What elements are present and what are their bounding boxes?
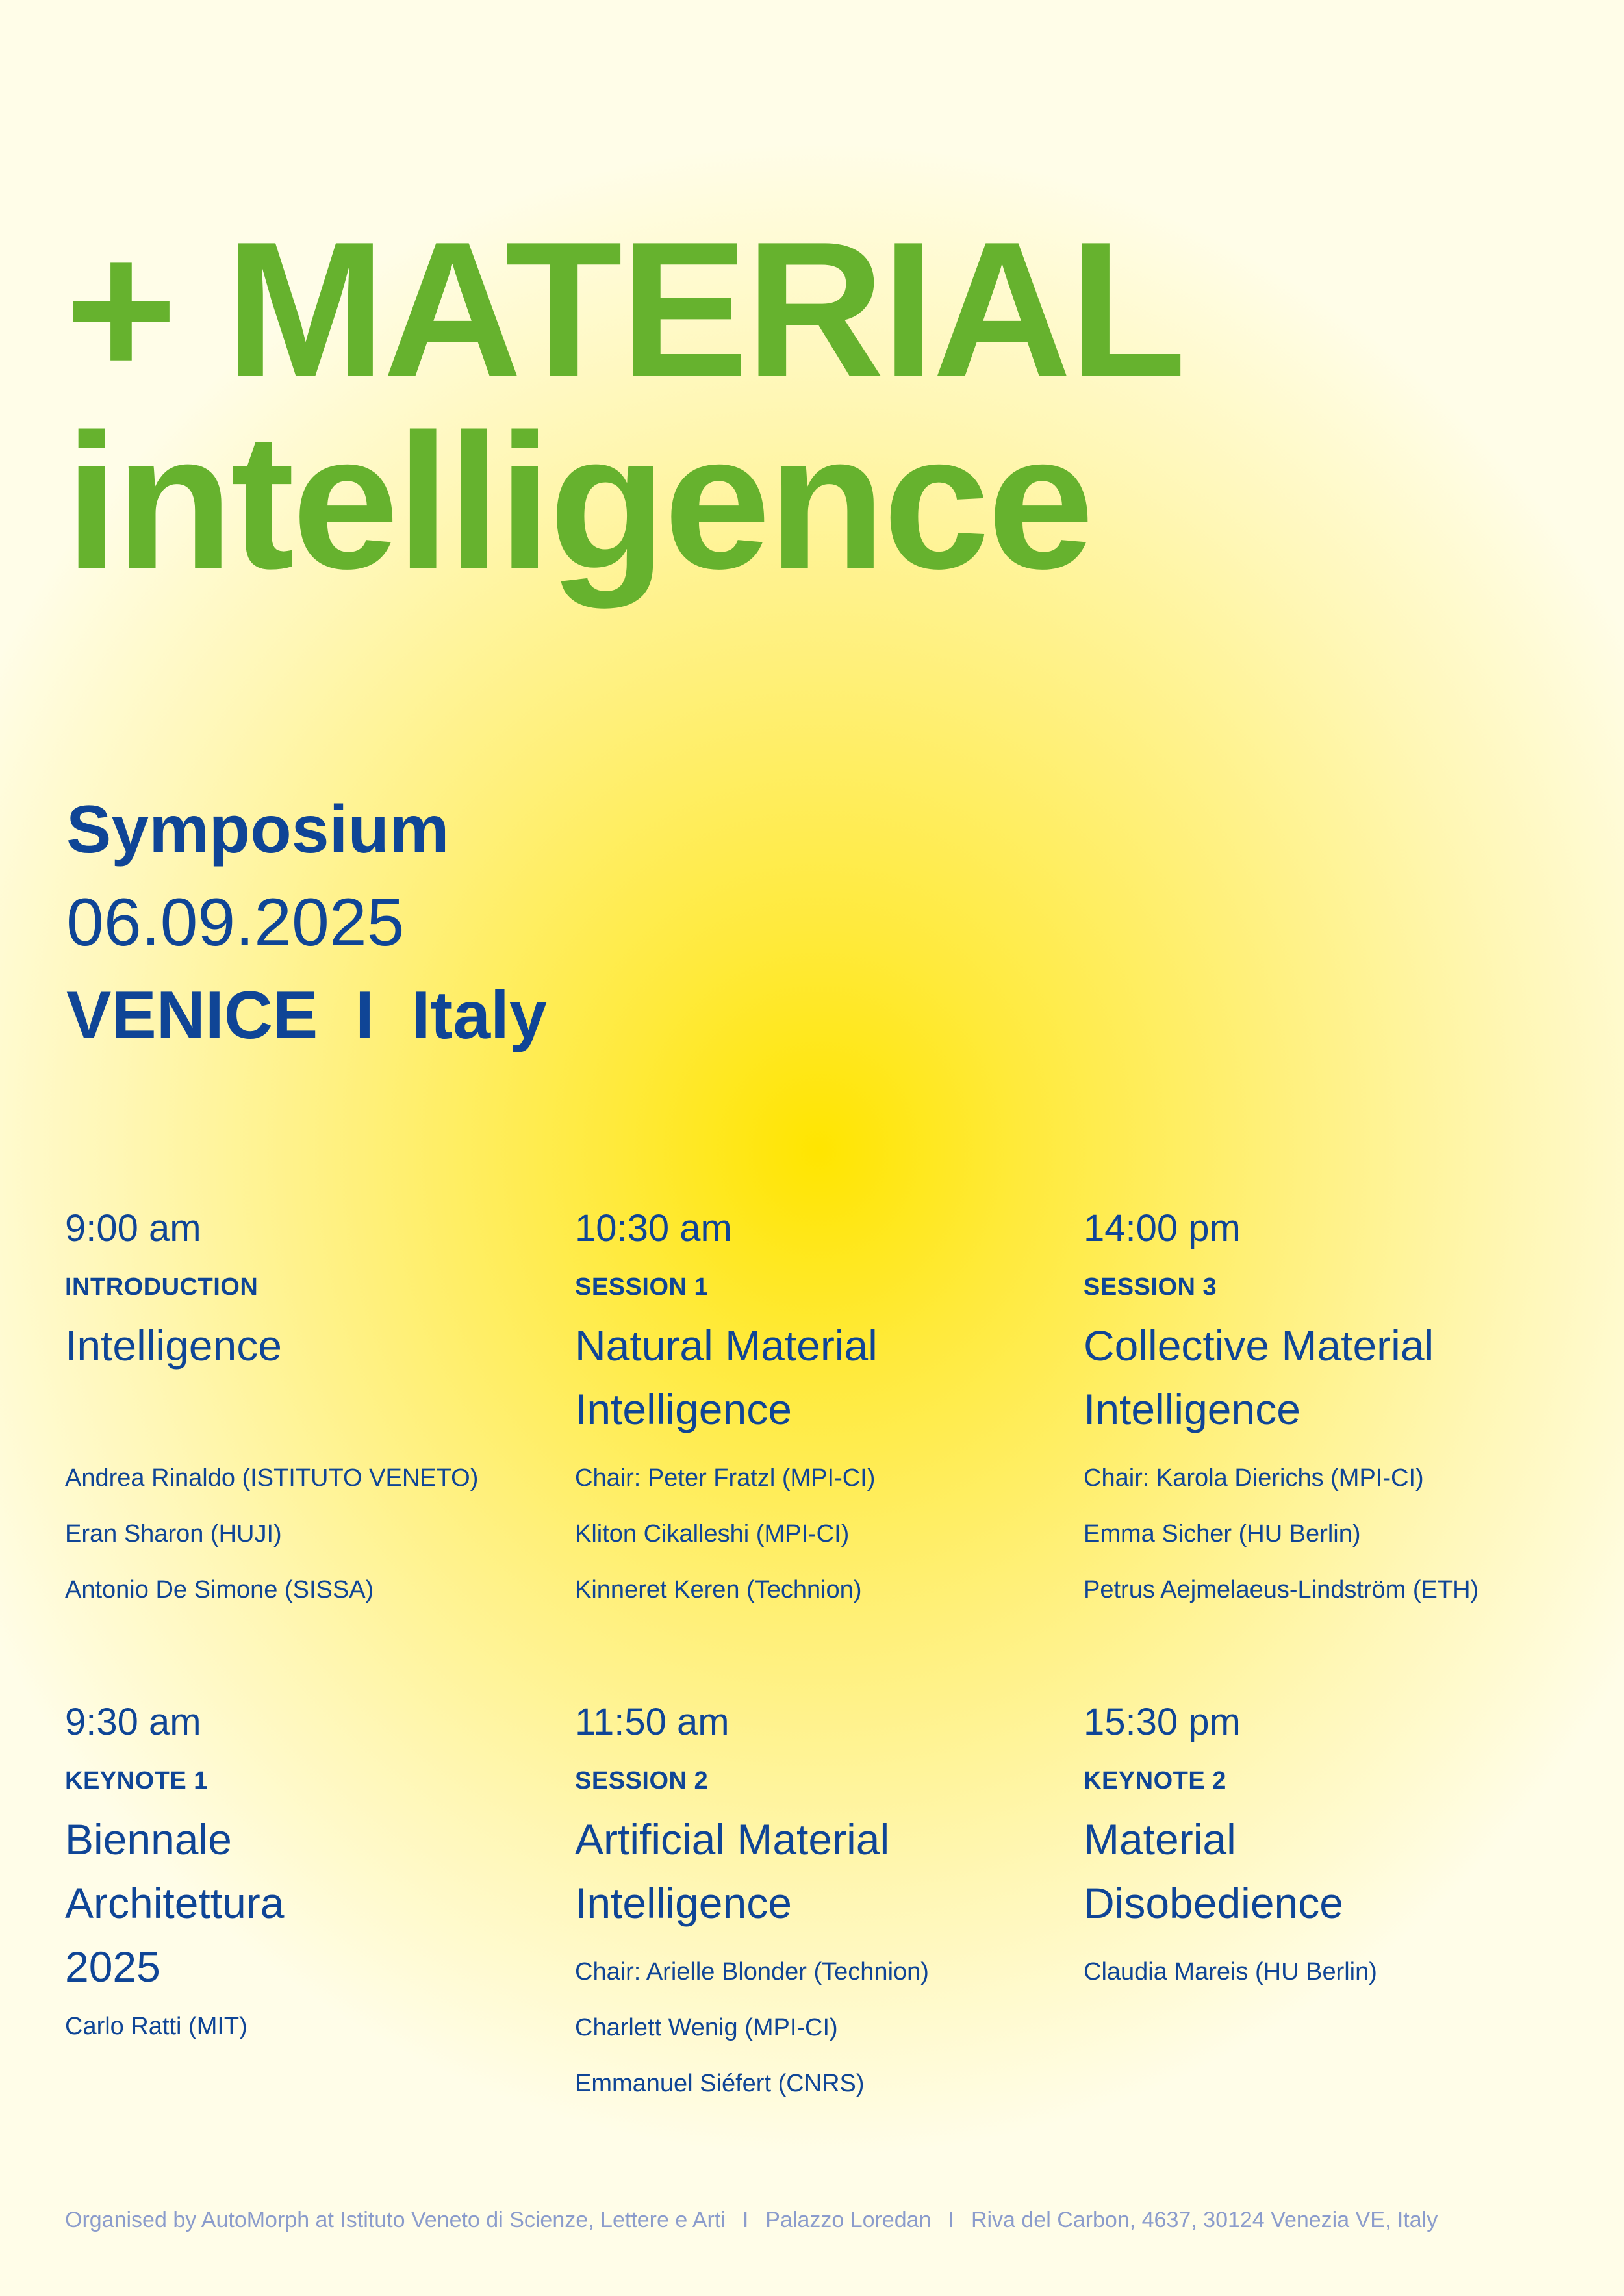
session-chair: Chair: Arielle Blonder (Technion) (575, 1958, 929, 1985)
footer-organiser: Organised by AutoMorph at Istituto Veneto di Scienze, Lettere e Arti (65, 2208, 726, 2232)
speaker-name: Petrus Aejmelaeus-Lindström (ETH) (1084, 1576, 1479, 1603)
speaker-name: Emma Sicher (HU Berlin) (1084, 1520, 1361, 1548)
session-title-line: Intelligence (575, 1385, 792, 1433)
session-label: SESSION 3 (1084, 1273, 1217, 1301)
speaker-list (575, 1450, 1069, 1618)
speaker-name: Charlett Wenig (MPI-CI) (575, 2014, 838, 2041)
session-chair: Chair: Peter Fratzl (MPI-CI) (575, 1464, 876, 1492)
session-title-line: Architettura (65, 1879, 285, 1927)
speaker-name: Andrea Rinaldo (ISTITUTO VENETO) (65, 1464, 479, 1492)
session-title (575, 1807, 1069, 1935)
session-title-line: Intelligence (575, 1879, 792, 1927)
speaker-name: Carlo Ratti (MIT) (65, 2013, 247, 2040)
event-type: Symposium (66, 792, 450, 867)
session-title (575, 1314, 1069, 1441)
footer-separator: I (948, 2208, 954, 2232)
program-block-introduction (65, 1207, 559, 1618)
session-title-line: Natural Material (575, 1321, 878, 1370)
speaker-name: Claudia Mareis (HU Berlin) (1084, 1958, 1377, 1985)
speaker-name: Antonio De Simone (SISSA) (65, 1576, 374, 1603)
speaker-list (65, 1450, 559, 1618)
session-chair: Chair: Karola Dierichs (MPI-CI) (1084, 1464, 1424, 1492)
speaker-list (1084, 1944, 1577, 2000)
session-label: SESSION 2 (575, 1767, 709, 1794)
speaker-name: Eran Sharon (HUJI) (65, 1520, 282, 1548)
speaker-list (1084, 1450, 1577, 1618)
session-time: 9:30 am (65, 1701, 201, 1743)
session-title-line: Artificial Material (575, 1815, 890, 1863)
program-block-session-1 (575, 1207, 1069, 1618)
footer-venue: Palazzo Loredan (765, 2208, 932, 2232)
session-label: SESSION 1 (575, 1273, 709, 1301)
speaker-name: Kinneret Keren (Technion) (575, 1576, 862, 1603)
title-line-2: intelligence (65, 394, 1092, 609)
footer-separator: I (742, 2208, 749, 2232)
session-label: KEYNOTE 1 (65, 1767, 208, 1794)
program-block-keynote-1 (65, 1703, 559, 2054)
title-line-1: + MATERIAL (65, 201, 1184, 416)
session-time: 15:30 pm (1084, 1701, 1241, 1743)
session-title-line: 2025 (65, 1943, 160, 1991)
speaker-list (575, 1944, 1069, 2111)
footer-address: Riva del Carbon, 4637, 30124 Venezia VE, Italy (971, 2208, 1438, 2232)
session-title-line: Intelligence (1084, 1385, 1300, 1433)
session-title-line: Disobedience (1084, 1879, 1343, 1927)
session-title (65, 1807, 559, 1998)
program-block-keynote-2 (1084, 1703, 1577, 2000)
session-label: KEYNOTE 2 (1084, 1767, 1226, 1794)
speaker-name: Emmanuel Siéfert (CNRS) (575, 2070, 865, 2097)
session-title-line: Material (1084, 1815, 1236, 1863)
speaker-name: Kliton Cikalleshi (MPI-CI) (575, 1520, 850, 1548)
session-time: 11:50 am (575, 1701, 730, 1743)
program-block-session-2 (575, 1703, 1069, 2111)
event-location: VENICE I Italy (66, 978, 547, 1053)
session-time: 14:00 pm (1084, 1207, 1241, 1249)
footer (65, 2208, 1438, 2233)
session-time: 10:30 am (575, 1207, 732, 1249)
program-block-session-3 (1084, 1207, 1577, 1618)
session-title-line: Collective Material (1084, 1321, 1434, 1370)
event-date: 06.09.2025 (66, 885, 405, 960)
session-title-line: Intelligence (65, 1321, 282, 1370)
session-time: 9:00 am (65, 1207, 201, 1249)
session-label: INTRODUCTION (65, 1273, 259, 1301)
session-title (1084, 1314, 1577, 1441)
session-title-line: Biennale (65, 1815, 232, 1863)
speaker-list (65, 1998, 559, 2054)
session-title (65, 1314, 559, 1441)
session-title (1084, 1807, 1577, 1935)
